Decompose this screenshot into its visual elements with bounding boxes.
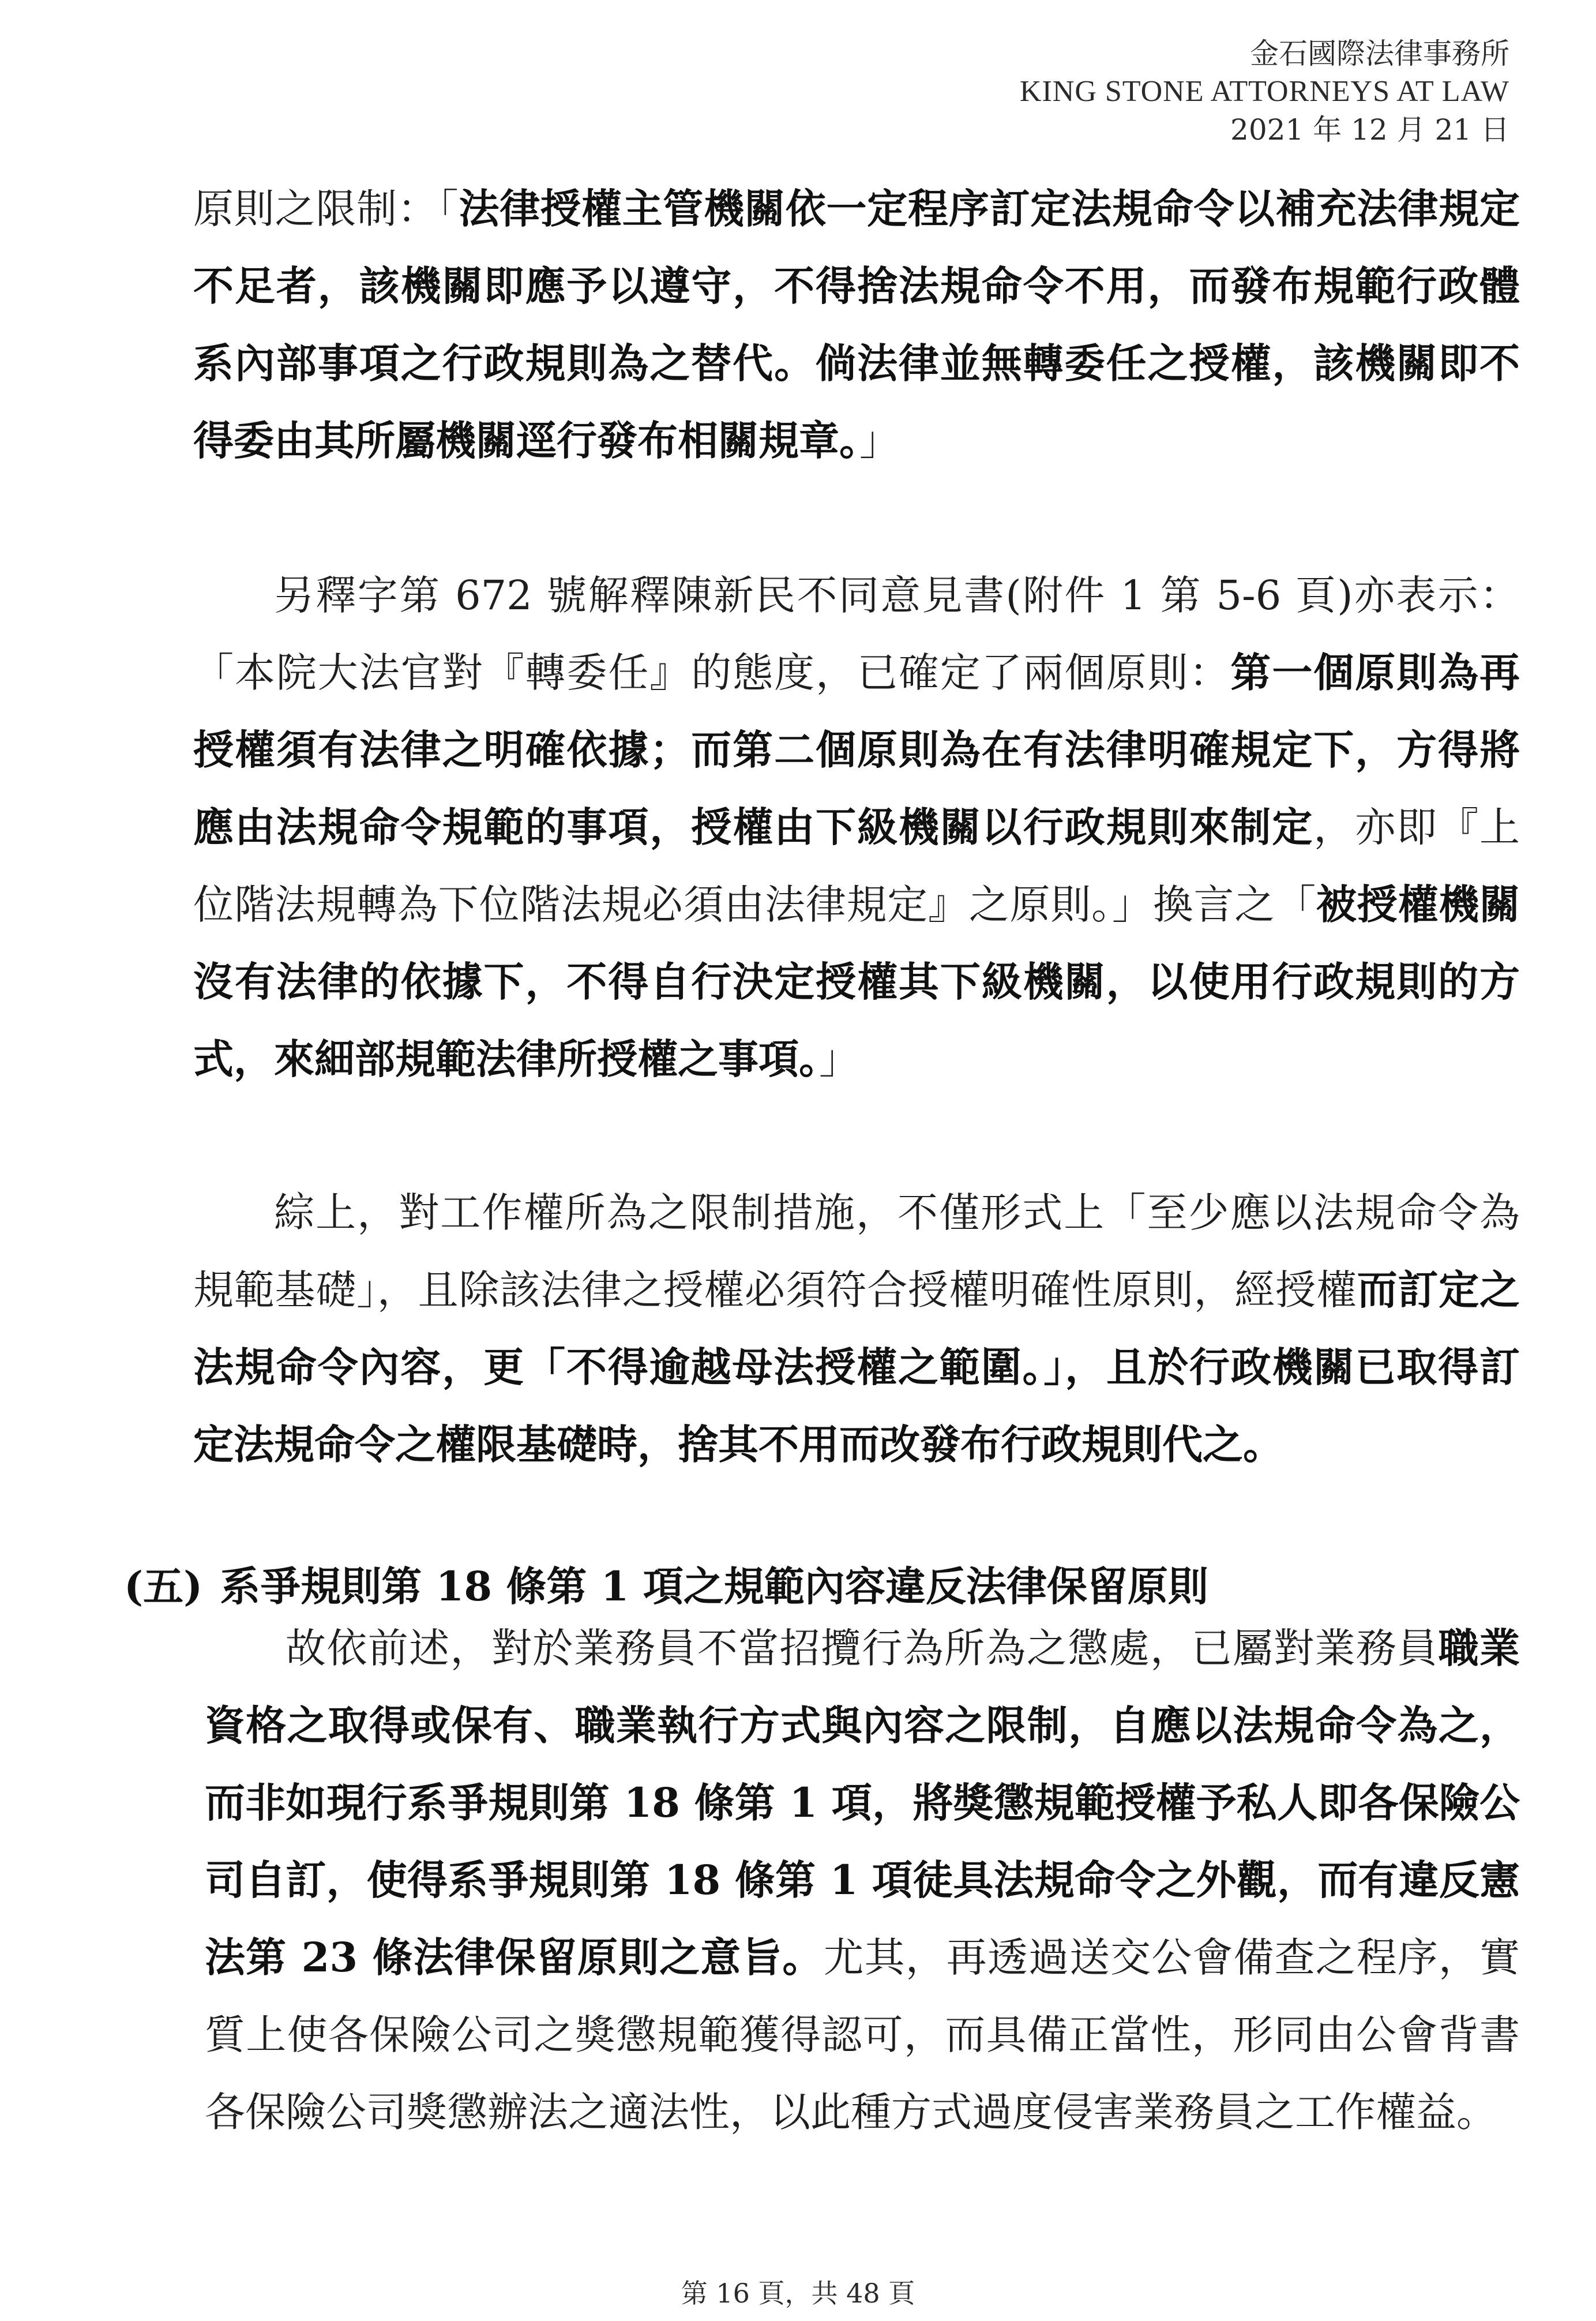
- text-bold-emphasis: 被授權機關沒有法律的依據下，不得自行決定授權其下級機關，以使用行政規則的方式，來細部規範法律所授權之事項。: [193, 880, 1520, 1083]
- section-title: 系爭規則第 18 條第 1 項之規範內容違反法律保留原則: [220, 1562, 1208, 1610]
- document-date: 2021 年 12 月 21 日: [1230, 113, 1509, 147]
- text-normal: 尤其，再透過送交公會備查之程序，實質上使各保險公司之獎懲規範獲得認可，而具備正當性，形同由公會背書各保險公司獎懲辦法之適法性，以此種方式過度侵害業務員之工作權益。: [205, 1934, 1520, 2136]
- text-normal: ，亦即『上位階法規轉為下位階法規必須由法律規定』之原則。」換言之「: [193, 804, 1520, 928]
- text-bold-emphasis: 而訂定之法規命令內容，更「不得逾越母法授權之範圍。」，且於行政機關已取得訂定法規命令之權限基礎時，捨其不用而改發布行政規則代之。: [193, 1266, 1520, 1468]
- firm-name-chinese: 金石國際法律事務所: [1250, 37, 1509, 70]
- text-bold-emphasis: 第一個原則為再授權須有法律之明確依據；而第二個原則為在有法律明確規定下，方得將應由法規命令規範的事項，授權由下級機關以行政規則來制定: [193, 648, 1520, 851]
- paragraph-restriction-principle: [193, 170, 1520, 479]
- text-normal: 原則之限制：「: [193, 185, 459, 233]
- text-normal: 綜上，對工作權所為之限制措施，不僅形式上「至少應以法規命令為規範基礎」，且除該法律之授權必須符合授權明確性原則，經授權: [193, 1189, 1520, 1314]
- text-bold-emphasis: 職業資格之取得或保有、職業執行方式與內容之限制，自應以法規命令為之，而非如現行系爭規則第 18 條第 1 項，將獎懲規範授權予私人即各保險公司自訂，使得系爭規則第 18 條第 1 項徒具法規命令之外觀，而有違反憲法第 23 條法律保留原則之意旨。: [205, 1624, 1520, 1981]
- text-bold-emphasis: 法律授權主管機關依一定程序訂定法規命令以補充法律規定不足者，該機關即應予以遵守，不得捨法規命令不用，而發布規範行政體系內部事項之行政規則為之替代。倘法律並無轉委任之授權，該機關即不得委由其所屬機關逕行發布相關規章。: [193, 185, 1520, 464]
- text-normal: 另釋字第 672 號解釋陳新民不同意見書(附件 1 第 5-6 頁)亦表示：「本院大法官對『轉委任』的態度，已確定了兩個原則：: [193, 572, 1520, 696]
- paragraph-section-5-body: [205, 1610, 1520, 2151]
- paragraph-summary: [193, 1174, 1520, 1483]
- text-normal: 」: [819, 1036, 859, 1083]
- text-normal: 故依前述，對於業務員不當招攬行為所為之懲處，已屬對業務員: [286, 1625, 1439, 1672]
- text-normal: 」: [859, 417, 900, 464]
- section-number: (五): [124, 1562, 203, 1610]
- paragraph-interpretation-672: [193, 557, 1520, 1098]
- firm-name-english: KING STONE ATTORNEYS AT LAW: [1019, 75, 1509, 108]
- letterhead: [1020, 35, 1509, 149]
- page-number: 第 16 頁，共 48 頁: [681, 2278, 915, 2309]
